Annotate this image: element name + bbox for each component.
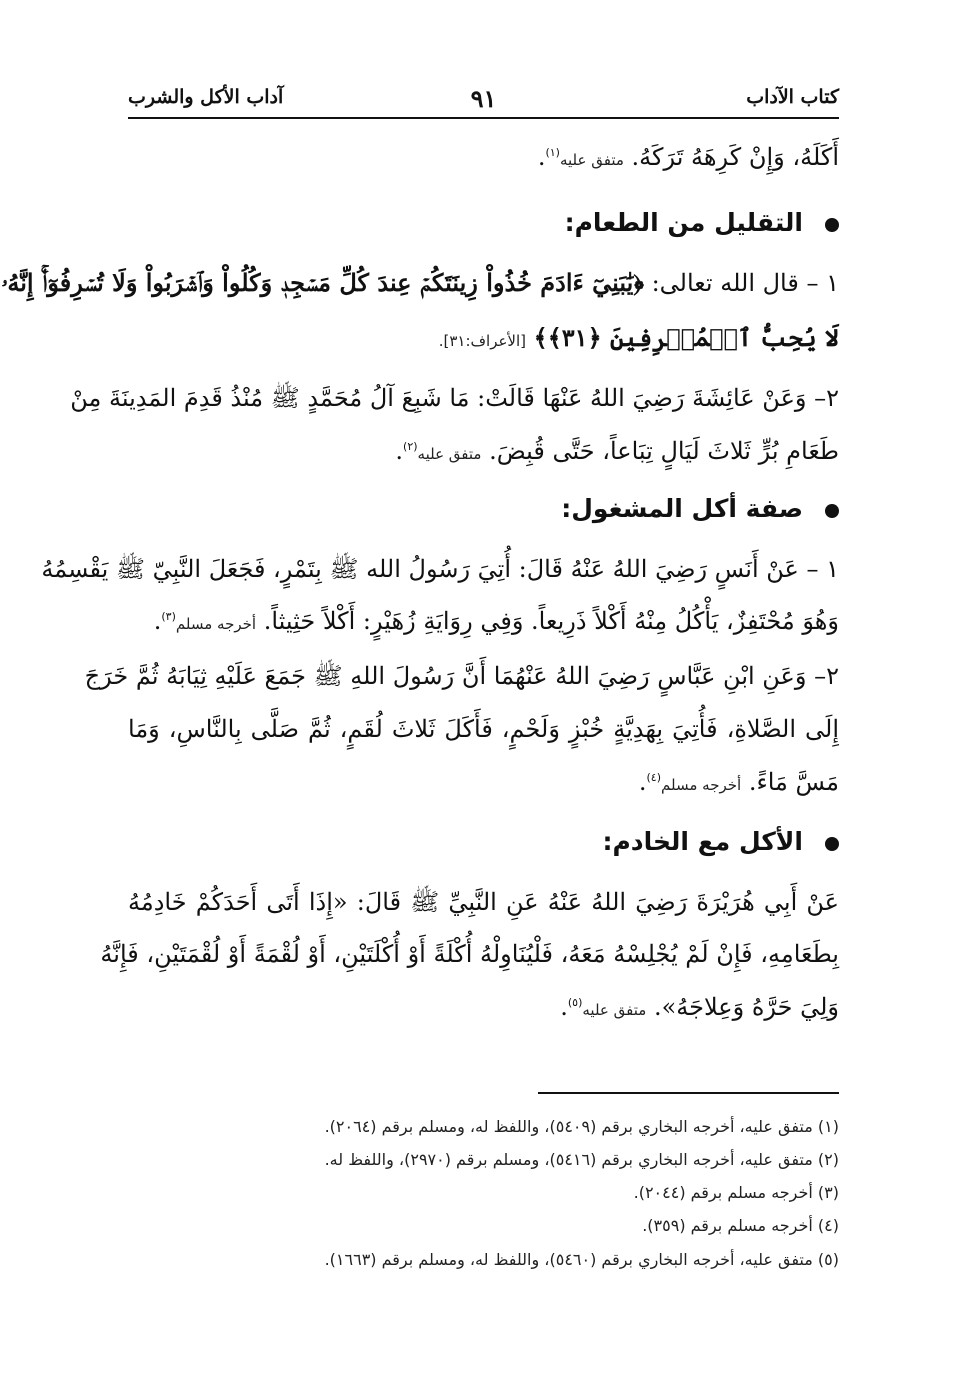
text-line-4b: وَهُوَ مُحْتَفِزٌ، يَأْكُلُ مِنْهُ أَكْلاً ذَرِيعاً. وَفِي رِوَايَةِ زُهَيْرٍ: أَكْلاً حَثِيثاً. أخرجه مسلم$^{(٣)}$. <box>153 607 839 635</box>
text-line-5a: ٢– وَعَنِ ابْنِ عَبَّاسٍ رَضِيَ اللهُ عَنْهُمَا أَنَّ رَسُولَ اللهِ ﷺ جَمَعَ عَلَيْهِ ثِيَابَهُ ثُمَّ خَرَجَ <box>84 662 839 690</box>
hadith-ending: أَكَلَهُ، وَإِنْ كَرِهَهُ تَرَكَهُ. <box>631 143 839 171</box>
footnote-1: (١) متفق عليه، أخرجه البخاري برقم (٥٤٠٩)، واللفظ له، ومسلم برقم (٢٠٦٤). <box>324 1117 839 1136</box>
text-line-5b: إِلَى الصَّلاةِ، فَأُتِيَ بِهَدِيَّةٍ خُبْزٍ وَلَحْمٍ، فَأَكَلَ ثَلاثَ لُقَمٍ، ثُمَّ صَلَّى بِالنَّاسِ، وَمَا <box>128 715 839 743</box>
source-note: متفق عليه <box>417 445 482 463</box>
text-line-5c: مَسَّ مَاءً. أخرجه مسلم$^{(٤)}$. <box>638 768 839 796</box>
footnote-ref: (١) <box>545 146 560 159</box>
page-number: ٩١ <box>470 84 497 113</box>
source-note: متفق عليه <box>582 1001 647 1019</box>
text-line-2b <box>128 323 839 352</box>
running-header <box>128 84 839 116</box>
heading-text: التقليل من الطعام: <box>564 208 803 237</box>
footnote-ref: (٥) <box>567 996 583 1009</box>
source-note: متفق عليه <box>559 151 624 169</box>
verse-reference: [الأعراف:٣١]. <box>438 332 527 350</box>
text-line-3a: ٢– وَعَنْ عَائِشَةَ رَضِيَ اللهُ عَنْهَا قَالَتْ: مَا شَبِعَ آلُ مُحَمَّدٍ ﷺ مُنْذُ قَدِمَ المَدِينَةَ مِنْ <box>70 384 839 412</box>
verse-intro: ١ – قال الله تعالى: <box>651 269 839 297</box>
quran-verse: ﴿يَٰبَنِيٓ ءَادَمَ خُذُواْ زِينَتَكُمۡ عِندَ كُلِّ مَسۡجِدٖ وَكُلُواْ وَٱشۡرَبُواْ وَلَا تُسۡرِفُوٓاْۚ إِنَّهُۥ <box>1 268 644 297</box>
text-line-6b: بِطَعَامِهِ، فَإِنْ لَمْ يُجْلِسْهُ مَعَهُ، فَلْيُنَاوِلْهُ أُكْلَةً أَوْ أُكْلَتَيْنِ، أَوْ لُقْمَةً أَوْ لُقْمَتَيْنِ، فَإِنَّهُ <box>100 940 839 968</box>
section-heading-2 <box>128 494 839 523</box>
heading-text: صفة أكل المشغول: <box>561 494 803 523</box>
header-rule <box>128 117 839 119</box>
footnote-4: (٤) أخرجه مسلم برقم (٣٥٩). <box>642 1216 839 1235</box>
section-heading-3 <box>128 827 839 856</box>
heading-text: الأكل مع الخادم: <box>602 827 803 856</box>
footnote-separator <box>538 1092 839 1094</box>
text-line-4a: ١ – عَنْ أَنَسٍ رَضِيَ اللهُ عَنْهُ قَالَ: أُتِيَ رَسُولُ الله ﷺ بِتَمْرٍ، فَجَعَلَ النَّبِيّ ﷺ يَقْسِمُهُ <box>41 555 839 583</box>
footnote-ref: (٢) <box>403 440 418 453</box>
chapter-title: آداب الأكل والشرب <box>128 86 284 108</box>
footnote-ref: (٣) <box>161 610 176 623</box>
section-heading-1 <box>128 208 839 237</box>
text-line-3b: طَعَامِ بُرٍّ ثَلاثَ لَيَالٍ تِبَاعاً، حَتَّى قُبِضَ. متفق عليه$^{(٢)}$. <box>395 437 839 465</box>
footnote-5: (٥) متفق عليه، أخرجه البخاري برقم (٥٤٦٠)، واللفظ له، ومسلم برقم (١٦٦٣). <box>324 1250 839 1269</box>
bullet-icon <box>825 218 839 232</box>
text-line-6a: عَنْ أَبِي هُرَيْرَةَ رَضِيَ اللهُ عَنْهُ عَنِ النَّبِيِّ ﷺ قَالَ: «إِذَا أَتَى أَحَدَكُمْ خَادِمُهُ <box>128 888 839 916</box>
bullet-icon <box>825 504 839 518</box>
bullet-icon <box>825 837 839 851</box>
hadith-text: وَهُوَ مُحْتَفِزٌ، يَأْكُلُ مِنْهُ أَكْلاً ذَرِيعاً. وَفِي رِوَايَةِ زُهَيْرٍ: أَكْلاً حَثِيثاً. <box>263 607 839 635</box>
source-note: أخرجه مسلم <box>661 776 742 794</box>
hadith-text: وَلِيَ حَرَّهُ وَعِلاجَهُ». <box>653 993 839 1021</box>
footnote-ref: (٤) <box>646 771 662 784</box>
footnote-2: (٢) متفق عليه، أخرجه البخاري برقم (٥٤١٦)، ومسلم برقم (٢٩٧٠)، واللفظ له. <box>324 1150 839 1169</box>
text-line-2a <box>1 268 839 297</box>
source-note: أخرجه مسلم <box>175 615 257 633</box>
hadith-text: طَعَامِ بُرٍّ ثَلاثَ لَيَالٍ تِبَاعاً، حَتَّى قُبِضَ. <box>489 437 839 465</box>
hadith-text: مَسَّ مَاءً. <box>748 768 839 796</box>
text-line-6c: وَلِيَ حَرَّهُ وَعِلاجَهُ». متفق عليه$^{(٥)}$. <box>560 993 839 1021</box>
quran-verse-end: لَا يُحِبُّ ٱلۡمُسۡرِفِينَ ﴿٣١﴾﴾ <box>533 323 839 352</box>
book-title: كتاب الآداب <box>746 86 839 108</box>
text-line-1: أَكَلَهُ، وَإِنْ كَرِهَهُ تَرَكَهُ. متفق عليه$^{(١)}$. <box>537 143 839 171</box>
footnote-3: (٣) أخرجه مسلم برقم (٢٠٤٤). <box>633 1183 839 1202</box>
